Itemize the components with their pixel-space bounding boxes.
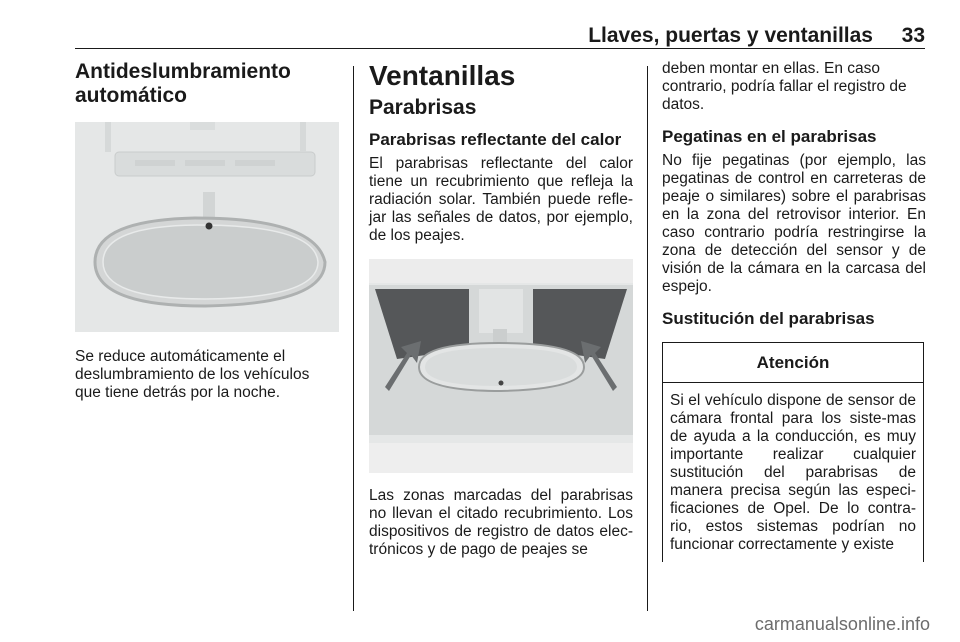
subheading-windshield-replacement: Sustitución del parabrisas <box>662 309 875 328</box>
antiglare-text: Se reduce automáticamente el deslumbramiento de los vehículos que tiene detrás por la noche. <box>75 348 310 401</box>
rearview-mirror-illustration <box>75 122 339 332</box>
attention-box <box>662 342 924 562</box>
column-3 <box>662 60 926 562</box>
windshield-marked-zones-illustration <box>369 259 633 473</box>
column-divider <box>353 66 354 611</box>
column-divider <box>647 66 648 611</box>
subheading-stickers: Pegatinas en el parabrisas <box>662 127 877 146</box>
heat-reflecting-text: El parabrisas reflectante del calor tiene un recubrimiento que refleja la radiación solar. También puede refle-jar las señales de datos, por ejemplo, de los peajes. <box>369 155 633 244</box>
column-2 <box>369 60 633 559</box>
subheading-windshield: Parabrisas <box>369 96 477 119</box>
continued-text: deben montar en ellas. En caso contrario, podría fallar el registro de datos. <box>662 60 907 113</box>
running-header-title: Llaves, puertas y ventanillas <box>588 24 873 47</box>
marked-zones-text: Las zonas marcadas del parabrisas no llevan el citado recubrimiento. Los dispositivos de registro de datos elec-trónicos y de pago de peajes se <box>369 487 633 558</box>
page-number: 33 <box>901 24 925 47</box>
section-heading-antiglare: Antideslumbramiento automático <box>75 60 291 107</box>
column-1 <box>75 60 339 402</box>
rearview-mirror-illustration-icon <box>75 122 339 332</box>
watermark-text: carmanualsonline.info <box>754 614 930 634</box>
header-rule <box>75 48 925 49</box>
section-heading-windows: Ventanillas <box>369 60 516 91</box>
attention-text: Si el vehículo dispone de sensor de cámara frontal para los siste-mas de ayuda a la conducción, es muy importante realizar cualquier sustitución del parabrisas de manera precisa según las especi-ficaciones de Opel. De lo contra-rio, estos sistemas podrían no funcionar correctamente y existe <box>670 392 916 553</box>
subsubheading-heat-reflecting: Parabrisas reflectante del calor <box>369 130 622 149</box>
attention-title: Atención <box>663 343 923 383</box>
windshield-zones-illustration-icon <box>369 259 633 473</box>
stickers-text: No fije pegatinas (por ejemplo, las pegatinas de control en carreteras de peaje o similares) sobre el parabrisas en la zona del retrovisor interior. En caso contrario podría restringirse la zona de detección del sensor y de visión de la cámara en la carcasa del espejo. <box>662 152 926 295</box>
